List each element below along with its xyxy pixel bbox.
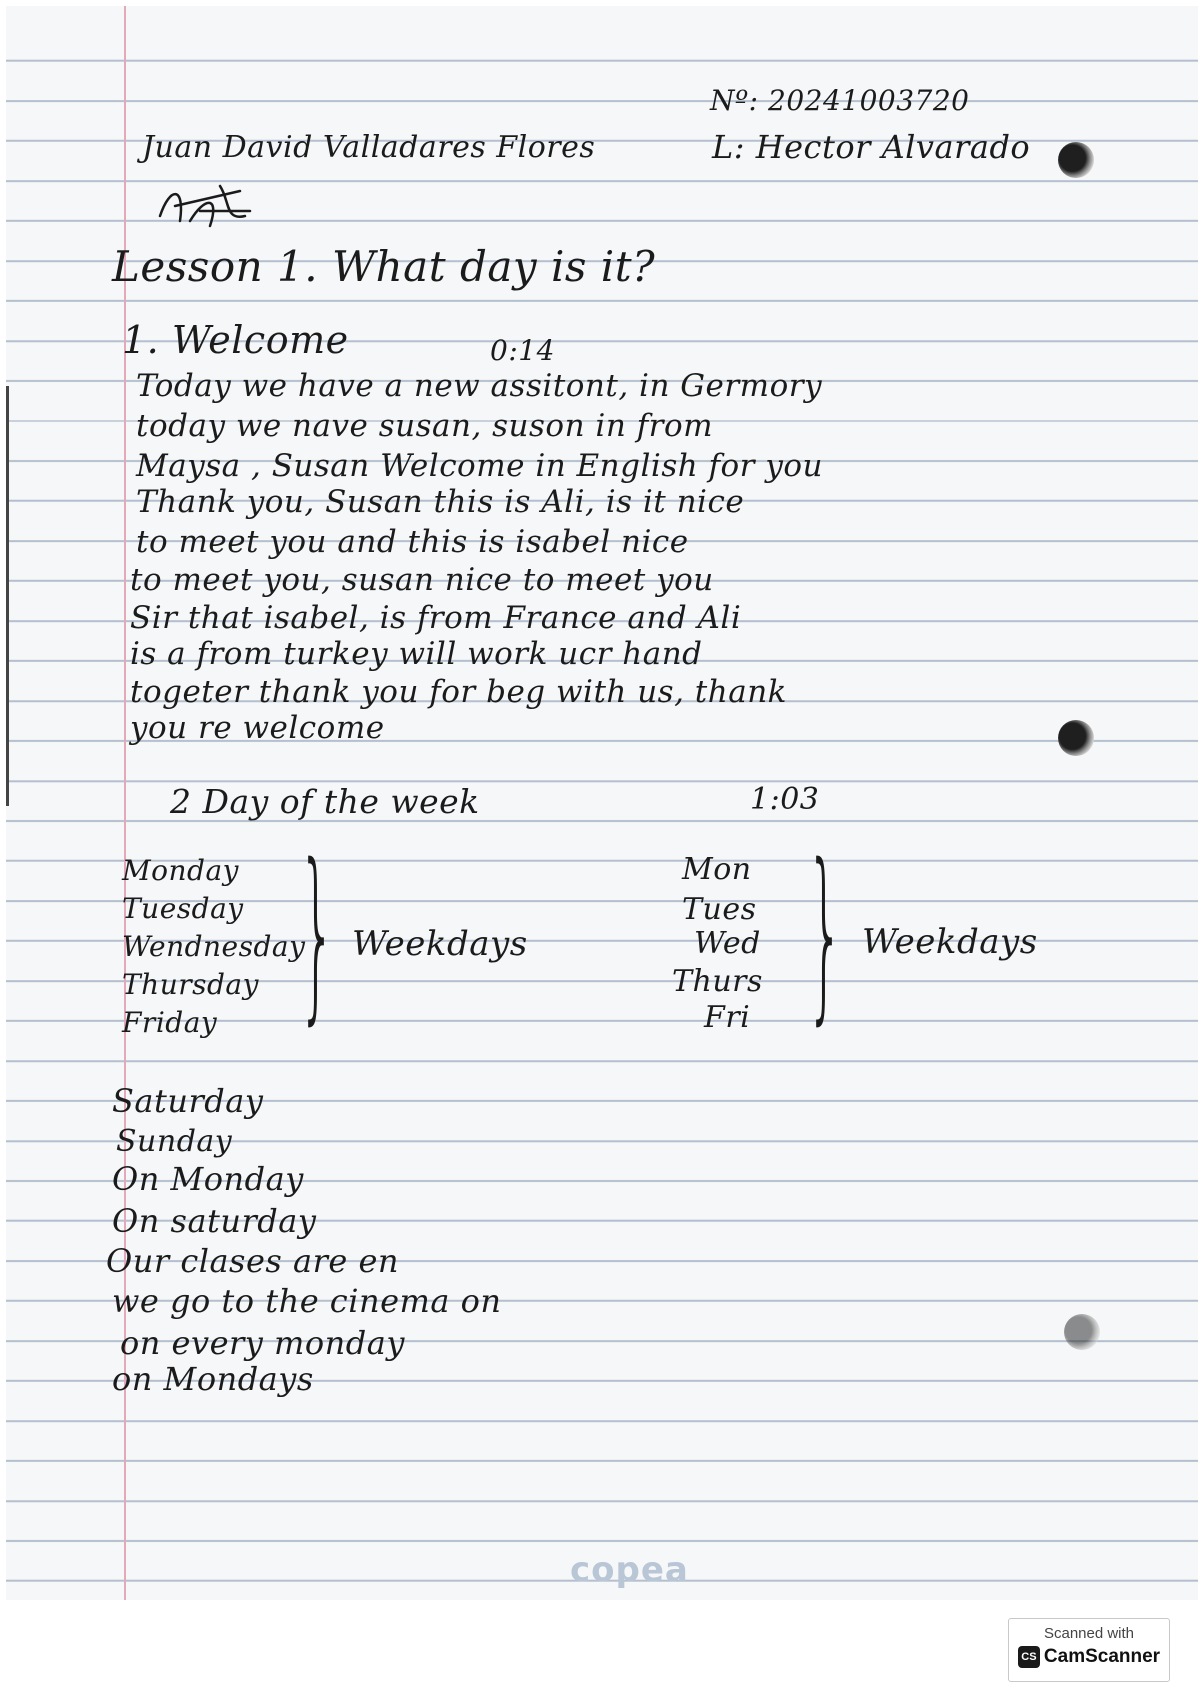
transcript-line: to meet you, susan nice to meet you (130, 562, 714, 598)
phrase-line: Sunday (116, 1124, 233, 1159)
transcript-line: is a from turkey will work ucr hand (130, 636, 703, 672)
weekday-abbr-item: Wed (694, 926, 761, 961)
weekdays-abbr-label: Weekdays (862, 922, 1038, 962)
brace-weekdays-abbr: } (806, 826, 845, 1044)
weekday-abbr-item: Fri (704, 1000, 751, 1035)
binding-edge (6, 386, 9, 806)
signature-mark (150, 166, 260, 236)
transcript-line: Maysa , Susan Welcome in English for you (136, 448, 823, 484)
camscanner-logo-icon: CS (1018, 1646, 1040, 1668)
camscanner-badge (1008, 1618, 1170, 1682)
section-2-heading: 2 Day of the week (170, 782, 480, 821)
phrase-line: Saturday (112, 1082, 264, 1120)
weekday-abbr-item: Mon (682, 852, 752, 887)
weekdays-label: Weekdays (352, 924, 528, 964)
punch-hole-top (1058, 142, 1094, 178)
student-name: Juan David Valladares Flores (142, 130, 596, 165)
transcript-line: Sir that isabel, is from France and Ali (130, 600, 742, 636)
phrase-line: Our clases are en (106, 1242, 400, 1280)
transcript-line: to meet you and this is isabel nice (136, 524, 689, 560)
section-2-time: 1:03 (750, 782, 820, 817)
weekday-item: Tuesday (122, 892, 244, 925)
weekday-item: Thursday (122, 968, 259, 1001)
phrase-line: on every monday (120, 1324, 405, 1362)
phrase-line: on Mondays (112, 1360, 314, 1398)
lesson-title: Lesson 1. What day is it? (112, 242, 656, 291)
badge-brand: CamScanner (1043, 1646, 1161, 1667)
phrase-line: we go to the cinema on (112, 1282, 502, 1320)
weekday-abbr-item: Tues (682, 892, 757, 927)
phrase-line: On Monday (112, 1160, 304, 1198)
notebook-page (6, 6, 1198, 1600)
badge-scanned-with: Scanned with (1043, 1625, 1135, 1642)
transcript-line: Thank you, Susan this is Ali, is it nice (136, 484, 745, 520)
weekday-item: Monday (122, 854, 239, 887)
weekday-abbr-item: Thurs (672, 964, 763, 999)
transcript-line: you re welcome (130, 710, 385, 746)
phrase-line: On saturday (112, 1202, 317, 1240)
transcript-line: today we nave susan, suson in from (136, 408, 713, 444)
section-1-time: 0:14 (490, 334, 555, 367)
punch-hole-bottom (1064, 1314, 1100, 1350)
notebook-brand-watermark: copea (570, 1550, 689, 1590)
student-number: Nº: 20241003720 (710, 84, 970, 117)
punch-hole-middle (1058, 720, 1094, 756)
section-1-heading: 1. Welcome (122, 318, 349, 362)
weekday-item: Wendnesday (122, 930, 306, 963)
transcript-line: Today we have a new assitont, in Germory (136, 368, 823, 404)
brace-weekdays-full: } (298, 826, 337, 1044)
weekday-item: Friday (122, 1006, 218, 1039)
transcript-line: togeter thank you for beg with us, thank (130, 674, 787, 710)
teacher-name: L: Hector Alvarado (712, 128, 1031, 166)
